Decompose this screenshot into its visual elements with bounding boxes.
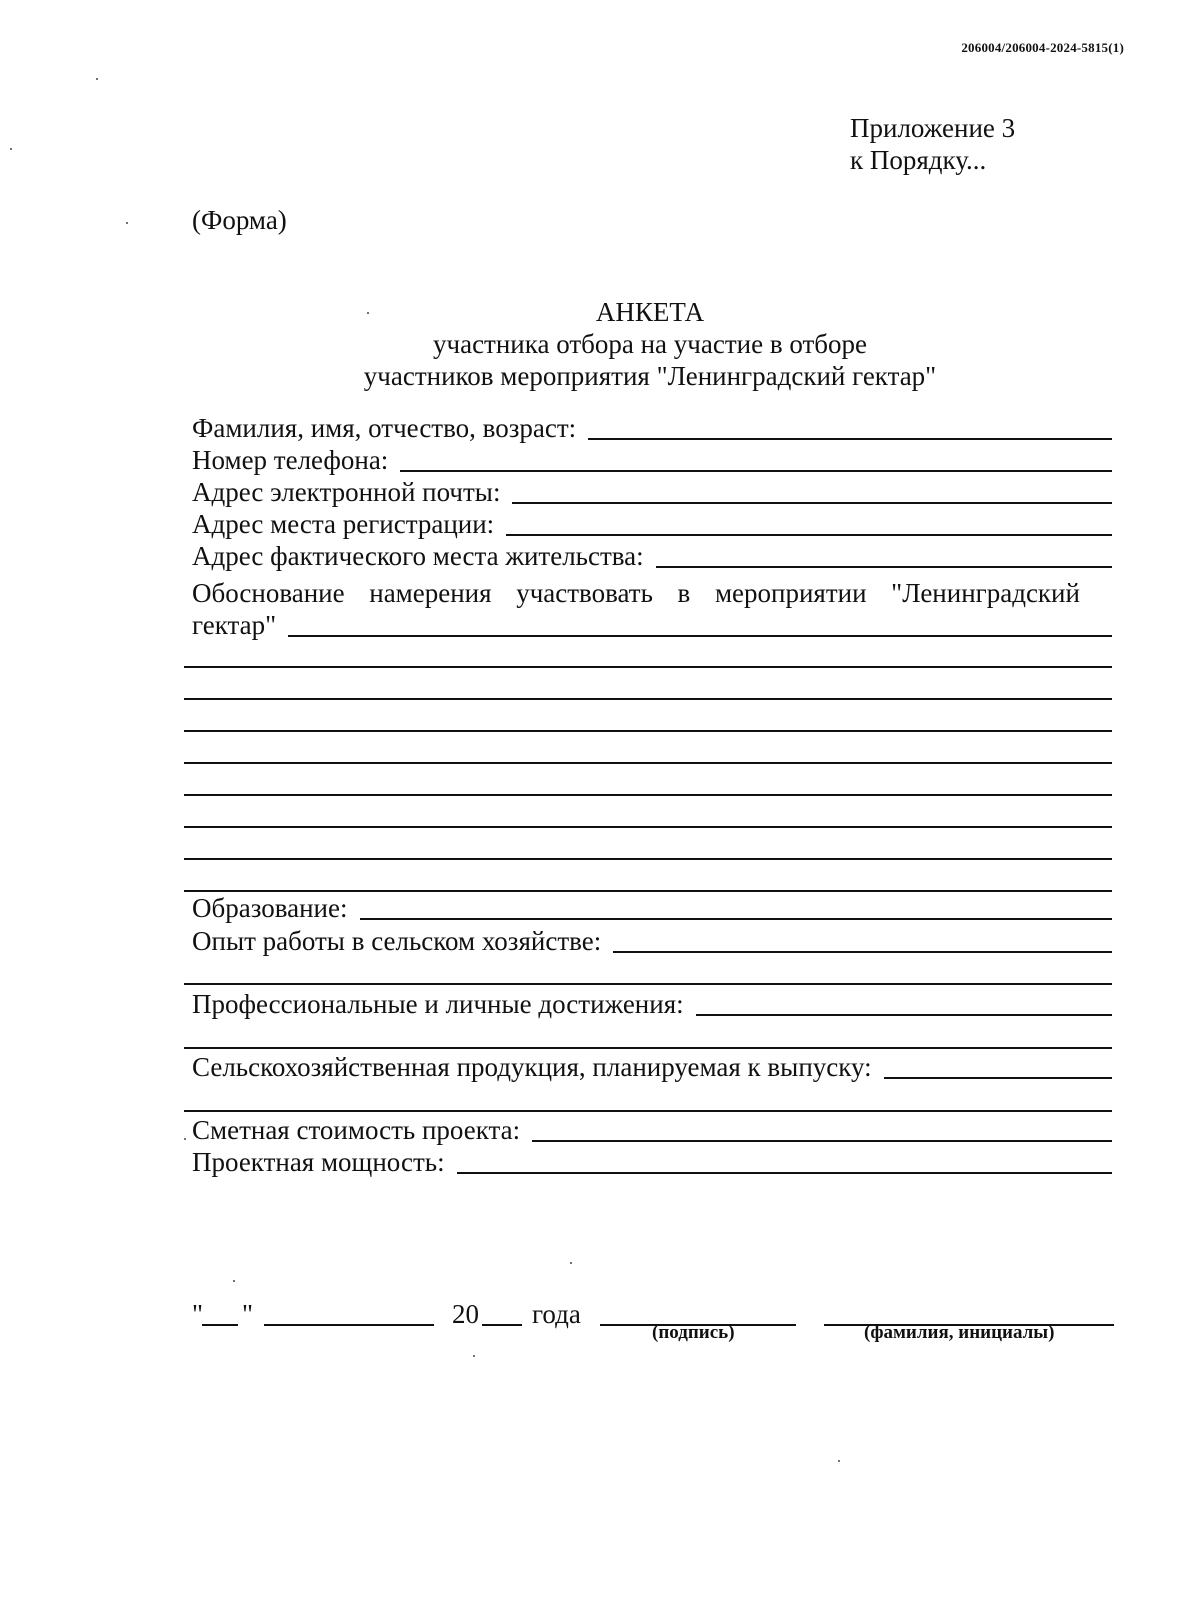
justification-blank-line[interactable] [184,698,1112,700]
scan-speck [96,78,98,80]
form-label: (Форма) [192,205,287,235]
document-id: 206004/206004-2024-5815(1) [961,40,1124,55]
field-experience [192,925,1112,957]
experience-blank-line[interactable] [184,983,1112,985]
field-label: Адрес фактического места жительства: [192,541,644,571]
field-fio [192,412,1112,444]
field-label: Образование: [192,893,348,923]
cost-input-line[interactable] [532,1140,1112,1142]
scan-speck [473,1355,475,1357]
justification-blank-line[interactable] [184,762,1112,764]
field-capacity [192,1146,1112,1178]
products-input-line[interactable] [884,1077,1112,1079]
justification-blank-line[interactable] [184,666,1112,668]
field-reg-address [192,508,1112,540]
field-label: Номер телефона: [192,445,389,475]
signature-caption: (подпись) [652,1322,735,1343]
appendix-line-2: к Порядку... [850,145,987,175]
justification-second-line [192,609,1112,641]
appendix-line-1: Приложение 3 [850,113,1016,143]
name-caption: (фамилия, инициалы) [864,1322,1055,1343]
form-title [0,296,1200,392]
achievements-input-line[interactable] [696,1014,1112,1016]
actual-address-input-line[interactable] [656,566,1112,568]
field-education [192,892,1112,924]
year-input-line[interactable] [482,1324,522,1326]
justification-word: Обоснование [192,578,345,608]
justification-first-line [192,577,1080,609]
scan-speck [570,1262,572,1264]
field-phone [192,444,1112,476]
phone-input-line[interactable] [400,470,1112,472]
justification-blank-line[interactable] [184,858,1112,860]
scan-speck [126,222,128,224]
title-line-2: участника отбора на участие в отборе [433,329,867,359]
field-label: Сметная стоимость проекта: [192,1115,521,1145]
justification-word: участвовать [516,578,653,608]
year-suffix: года [532,1299,581,1329]
email-input-line[interactable] [512,502,1112,504]
achievements-blank-line[interactable] [184,1047,1112,1049]
justification-input-line[interactable] [288,635,1112,637]
field-achievements [192,988,1112,1020]
fio-input-line[interactable] [588,438,1112,440]
appendix-note [850,112,1015,176]
day-input-line[interactable] [202,1324,238,1326]
field-label: Проектная мощность: [192,1147,445,1177]
title-heading: АНКЕТА [595,297,705,327]
field-email [192,476,1112,508]
reg-address-input-line[interactable] [506,534,1112,536]
title-line-3: участников мероприятия "Ленинградский гектар" [363,361,937,391]
field-label: Опыт работы в сельском хозяйстве: [192,926,602,956]
scan-speck [367,312,369,314]
date-quote-close: " [242,1299,254,1329]
scan-speck [184,1138,186,1140]
scan-speck [233,1280,235,1282]
capacity-input-line[interactable] [457,1172,1112,1174]
field-cost [192,1114,1112,1146]
scan-speck [838,1460,840,1462]
field-label: Фамилия, имя, отчество, возраст: [192,413,577,443]
field-label: гектар" [192,610,277,640]
date-quote-open: " [192,1299,204,1329]
field-justification [192,577,1080,609]
year-prefix: 20 [452,1299,479,1329]
month-input-line[interactable] [264,1324,434,1326]
scan-speck [10,148,12,150]
field-label: Сельскохозяйственная продукция, планируемая к выпуску: [192,1052,872,1082]
field-label: Профессиональные и личные достижения: [192,989,684,1019]
justification-blank-line[interactable] [184,826,1112,828]
field-actual-address [192,540,1112,572]
justification-word: в [677,578,691,608]
education-input-line[interactable] [360,918,1113,920]
field-products [192,1051,1112,1083]
justification-blank-line[interactable] [184,730,1112,732]
justification-word: намерения [369,578,492,608]
justification-word: мероприятии [714,578,867,608]
justification-word: "Ленинградский [891,578,1080,608]
justification-blank-line[interactable] [184,794,1112,796]
field-label: Адрес места регистрации: [192,509,495,539]
field-label: Адрес электронной почты: [192,477,501,507]
products-blank-line[interactable] [184,1110,1112,1112]
experience-input-line[interactable] [613,951,1112,953]
